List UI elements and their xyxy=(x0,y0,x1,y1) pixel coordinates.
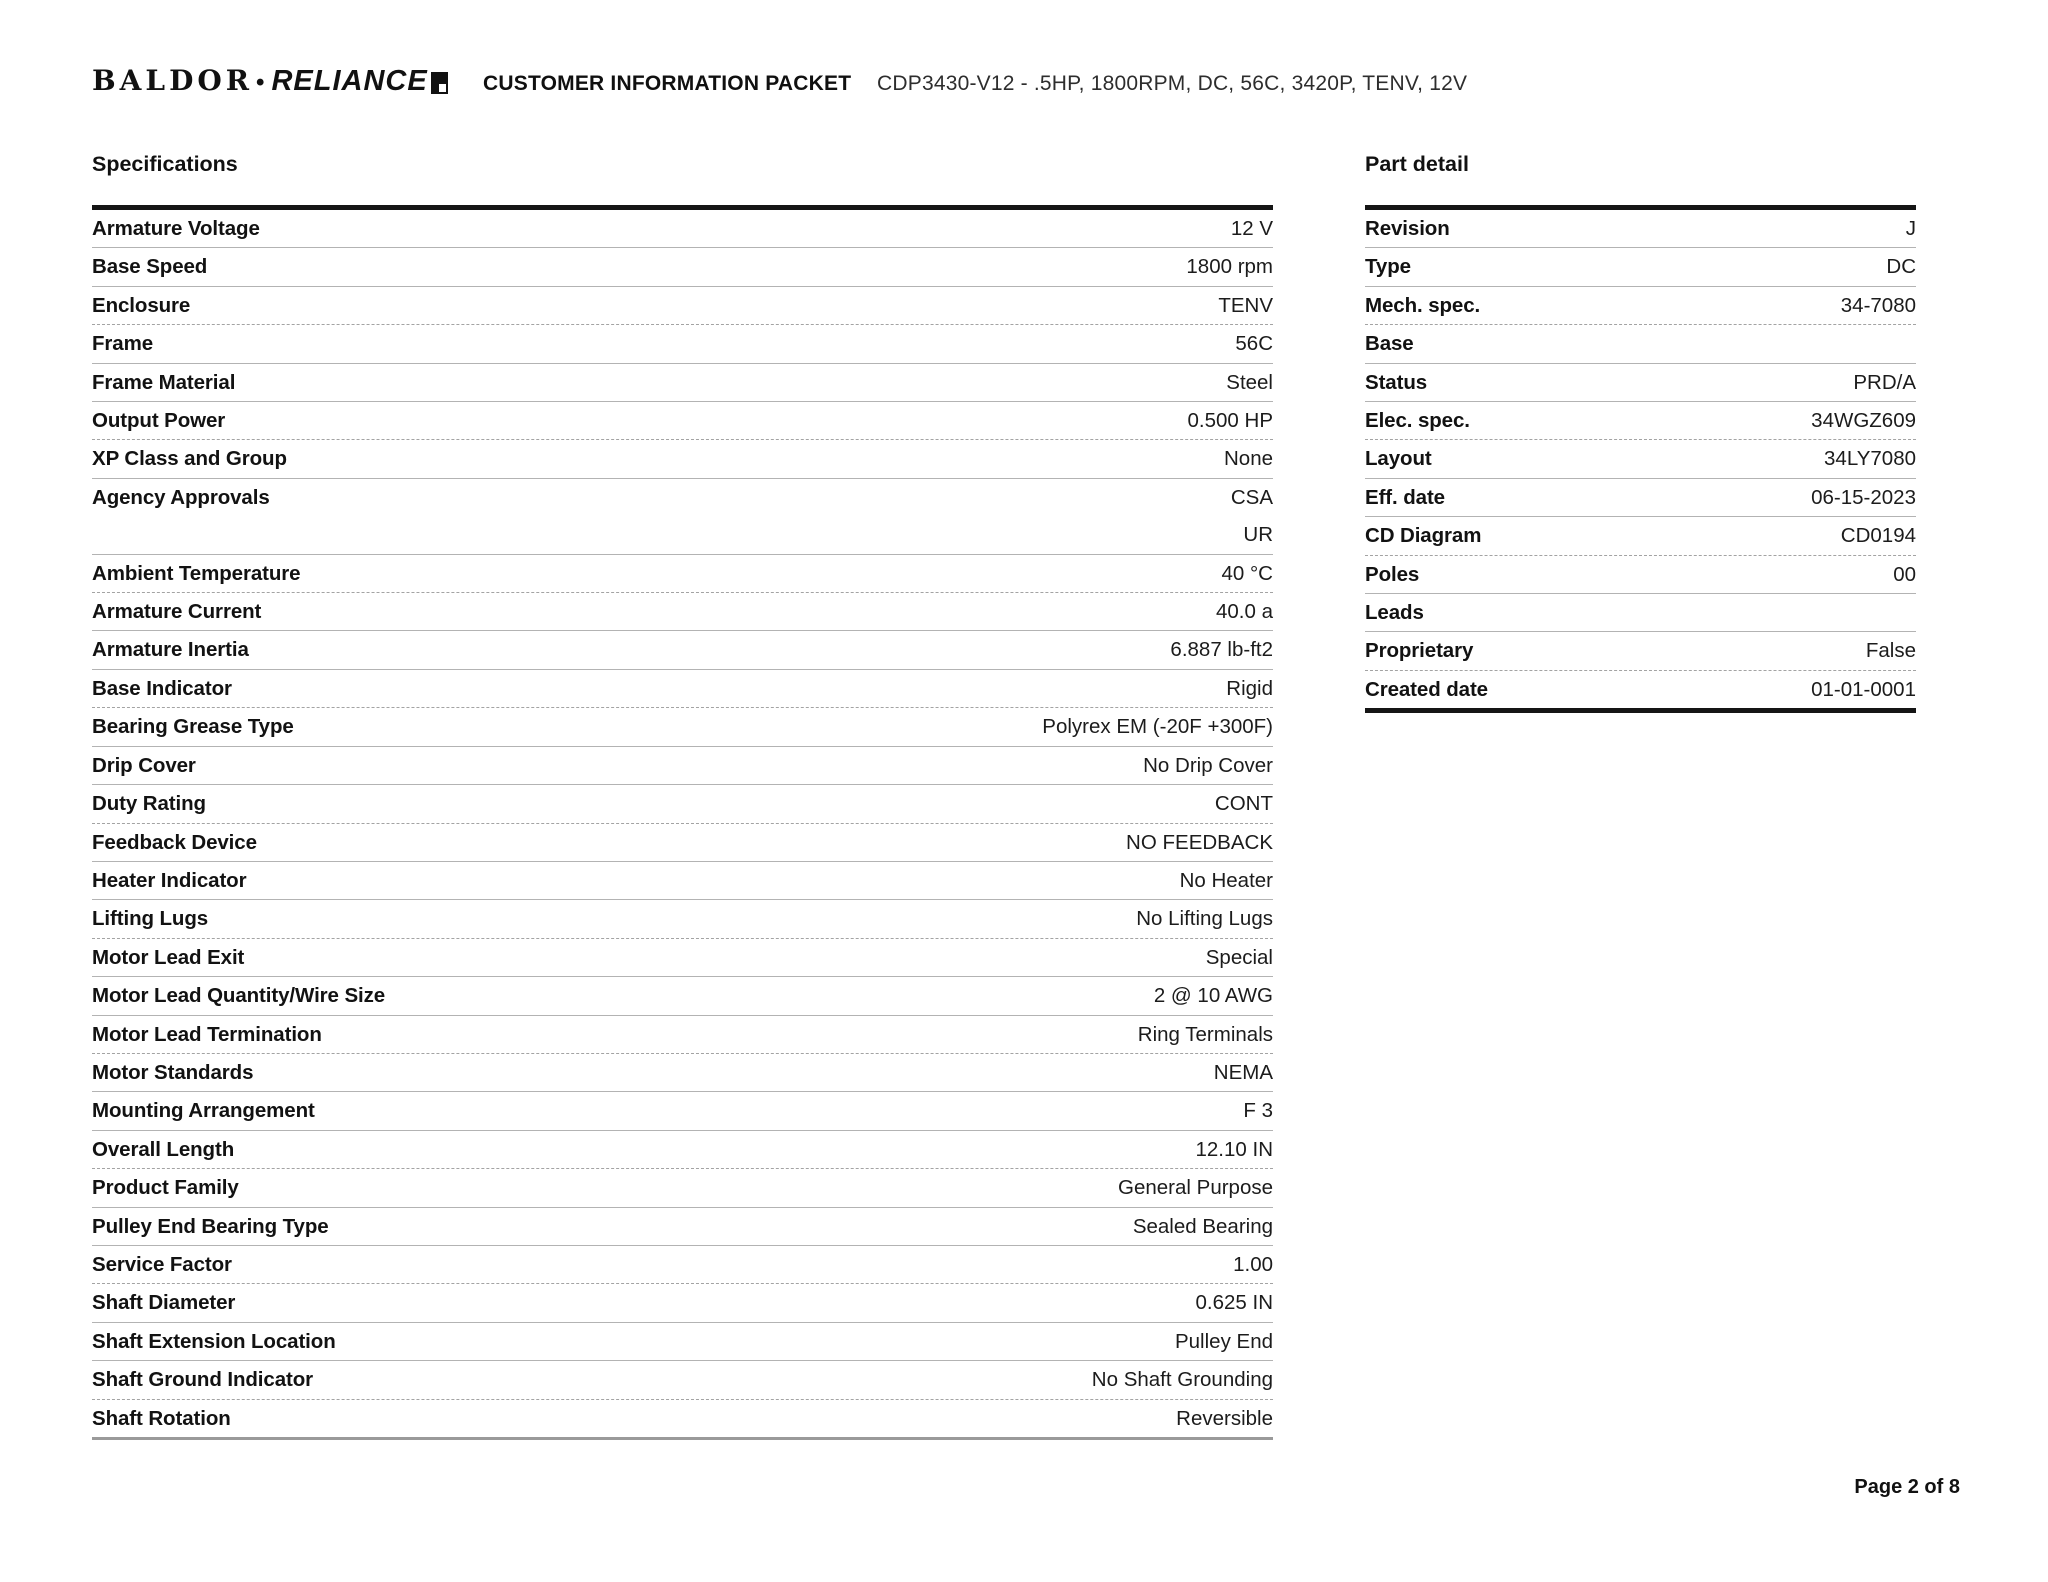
row-label: Armature Current xyxy=(92,600,262,624)
row-label: Status xyxy=(1365,370,1428,394)
row-label: Shaft Diameter xyxy=(92,1291,236,1315)
spec-row xyxy=(92,708,1273,746)
part-row xyxy=(1365,517,1916,555)
spec-row xyxy=(92,479,1273,555)
spec-row xyxy=(92,631,1273,669)
row-label: Base Indicator xyxy=(92,676,232,700)
row-value: 06-15-2023 xyxy=(1811,485,1916,509)
row-value: CONT xyxy=(1214,792,1273,816)
part-row xyxy=(1365,248,1916,286)
row-value: Polyrex EM (-20F +300F) xyxy=(1042,715,1273,739)
row-value: Pulley End xyxy=(1174,1329,1273,1353)
row-label: Eff. date xyxy=(1365,485,1445,509)
part-detail-table xyxy=(1365,205,1916,713)
spec-row xyxy=(92,287,1273,325)
row-value: No Shaft Grounding xyxy=(1091,1368,1273,1392)
part-row xyxy=(1365,210,1916,248)
row-label: CD Diagram xyxy=(1365,524,1482,548)
row-value: Special xyxy=(1205,945,1273,969)
row-label: Motor Lead Exit xyxy=(92,945,245,969)
row-value: Ring Terminals xyxy=(1137,1022,1273,1046)
row-value: Sealed Bearing xyxy=(1132,1214,1273,1238)
row-label: Proprietary xyxy=(1365,639,1474,663)
spec-row xyxy=(92,440,1273,478)
row-value: Steel xyxy=(1226,370,1273,394)
row-label: Feedback Device xyxy=(92,830,257,854)
logo-reliance-text: RELIANCE xyxy=(271,65,428,97)
row-value: 12 V xyxy=(1230,217,1273,240)
part-row xyxy=(1365,364,1916,402)
document-title: CUSTOMER INFORMATION PACKET xyxy=(483,72,852,95)
part-row xyxy=(1365,325,1916,363)
row-value: Reversible xyxy=(1176,1406,1273,1430)
row-label: Poles xyxy=(1365,562,1420,586)
part-row xyxy=(1365,402,1916,440)
spec-row xyxy=(92,670,1273,708)
spec-row xyxy=(92,402,1273,440)
row-value: CSA UR xyxy=(1230,485,1273,547)
row-label: Base xyxy=(1365,332,1414,356)
spec-row xyxy=(92,364,1273,402)
row-label: Revision xyxy=(1365,217,1450,240)
row-label: Service Factor xyxy=(92,1252,232,1276)
part-row xyxy=(1365,440,1916,478)
part-row xyxy=(1365,671,1916,708)
row-label: Motor Standards xyxy=(92,1060,254,1084)
row-label: Leads xyxy=(1365,601,1424,625)
row-label: Drip Cover xyxy=(92,753,196,777)
row-value: No Drip Cover xyxy=(1143,753,1273,777)
logo-mark-icon xyxy=(431,72,448,94)
specifications-title: Specifications xyxy=(92,152,238,176)
row-label: Base Speed xyxy=(92,255,208,279)
row-value: 40 °C xyxy=(1221,561,1273,585)
row-value: Rigid xyxy=(1226,676,1273,700)
row-value: 34LY7080 xyxy=(1824,447,1916,471)
model-number: CDP3430-V12 - .5HP, 1800RPM, DC, 56C, 3420P, TENV, 12V xyxy=(877,72,1468,95)
row-value: 1.00 xyxy=(1233,1252,1273,1276)
row-label: Duty Rating xyxy=(92,792,206,816)
spec-row xyxy=(92,1246,1273,1284)
row-label: Armature Voltage xyxy=(92,217,260,240)
spec-row xyxy=(92,1400,1273,1437)
part-row xyxy=(1365,632,1916,670)
row-label: Output Power xyxy=(92,409,226,433)
spec-row xyxy=(92,747,1273,785)
logo-separator-dot: • xyxy=(256,69,265,96)
row-label: Armature Inertia xyxy=(92,638,249,662)
spec-row xyxy=(92,1284,1273,1322)
row-label: Pulley End Bearing Type xyxy=(92,1214,329,1238)
spec-row xyxy=(92,900,1273,938)
spec-row xyxy=(92,1323,1273,1361)
row-value: None xyxy=(1223,447,1273,471)
spec-row xyxy=(92,1016,1273,1054)
row-value: False xyxy=(1865,639,1916,663)
spec-row xyxy=(92,1208,1273,1246)
row-value: 6.887 lb-ft2 xyxy=(1170,638,1273,662)
row-label: Enclosure xyxy=(92,293,191,317)
row-value: PRD/A xyxy=(1853,370,1916,394)
logo-baldor-text: BALDOR xyxy=(92,64,254,97)
spec-row xyxy=(92,248,1273,286)
spec-row xyxy=(92,1092,1273,1130)
row-value: No Lifting Lugs xyxy=(1136,907,1273,931)
part-row xyxy=(1365,594,1916,632)
row-label: Shaft Extension Location xyxy=(92,1329,336,1353)
row-value: 34WGZ609 xyxy=(1811,409,1916,433)
brand-logo xyxy=(92,64,448,98)
spec-row xyxy=(92,1054,1273,1092)
row-label: Frame Material xyxy=(92,370,236,394)
spec-row xyxy=(92,555,1273,593)
row-value: 12.10 IN xyxy=(1195,1137,1273,1161)
part-row xyxy=(1365,479,1916,517)
row-value: 2 @ 10 AWG xyxy=(1153,984,1273,1008)
row-label: Product Family xyxy=(92,1176,239,1200)
row-label: Motor Lead Termination xyxy=(92,1022,322,1046)
spec-row xyxy=(92,593,1273,631)
row-label: Lifting Lugs xyxy=(92,907,209,931)
row-value: DC xyxy=(1886,255,1916,279)
specifications-table xyxy=(92,205,1273,1440)
row-label: Shaft Ground Indicator xyxy=(92,1368,314,1392)
row-label: Overall Length xyxy=(92,1137,235,1161)
row-value: 0.625 IN xyxy=(1195,1291,1273,1315)
row-label: Ambient Temperature xyxy=(92,561,301,585)
spec-row xyxy=(92,824,1273,862)
row-label: Elec. spec. xyxy=(1365,409,1470,433)
spec-row xyxy=(92,785,1273,823)
row-label: XP Class and Group xyxy=(92,447,287,471)
spec-row xyxy=(92,977,1273,1015)
spec-row xyxy=(92,939,1273,977)
row-value: NO FEEDBACK xyxy=(1126,830,1273,854)
spec-row xyxy=(92,1361,1273,1399)
row-label: Motor Lead Quantity/Wire Size xyxy=(92,984,386,1008)
row-label: Mounting Arrangement xyxy=(92,1099,315,1123)
row-value: 00 xyxy=(1893,562,1916,586)
row-value: J xyxy=(1905,217,1916,240)
row-value: No Heater xyxy=(1179,868,1273,892)
row-label: Agency Approvals xyxy=(92,485,270,509)
spec-row xyxy=(92,210,1273,248)
part-row xyxy=(1365,287,1916,325)
row-label: Created date xyxy=(1365,677,1488,701)
row-label: Mech. spec. xyxy=(1365,293,1481,317)
page-number: Page 2 of 8 xyxy=(1854,1476,1960,1498)
spec-row xyxy=(92,1131,1273,1169)
row-value: General Purpose xyxy=(1118,1176,1273,1200)
row-value: 1800 rpm xyxy=(1186,255,1273,279)
spec-row xyxy=(92,325,1273,363)
part-detail-title: Part detail xyxy=(1365,152,1469,176)
spec-row xyxy=(92,1169,1273,1207)
row-value: 56C xyxy=(1235,332,1273,356)
row-value: 0.500 HP xyxy=(1187,409,1273,433)
part-row xyxy=(1365,556,1916,594)
row-label: Type xyxy=(1365,255,1411,279)
row-value: TENV xyxy=(1218,293,1273,317)
row-value: CD0194 xyxy=(1840,524,1916,548)
row-value: 34-7080 xyxy=(1840,293,1916,317)
row-value: NEMA xyxy=(1213,1060,1273,1084)
row-label: Heater Indicator xyxy=(92,868,247,892)
row-value: F 3 xyxy=(1243,1099,1273,1123)
row-label: Bearing Grease Type xyxy=(92,715,294,739)
row-label: Frame xyxy=(92,332,154,356)
row-label: Shaft Rotation xyxy=(92,1406,231,1430)
row-value: 01-01-0001 xyxy=(1811,677,1916,701)
row-value: 40.0 a xyxy=(1216,600,1273,624)
spec-row xyxy=(92,862,1273,900)
row-label: Layout xyxy=(1365,447,1432,471)
